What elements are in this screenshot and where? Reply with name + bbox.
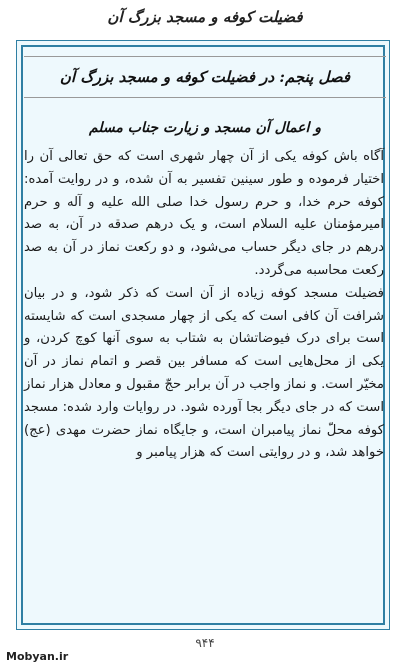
watermark: Mobyan.ir — [6, 650, 69, 663]
paragraph: آگاه باش کوفه یکی از آن چهار شهری است که حق تعالی آن را اختیار فرموده و طور سینین تفسیر به آن شده، و در روایت آمده: کوفه حرم خدا، و حرم رسول خدا صلی الله علیه و آله و حرم امیرمؤمنان علیه السلام است، و یک درهم صدقه در آن، به صد درهم در جای دیگر حساب می‌شود، و دو رکعت نماز در آن به صد رکعت محاسبه می‌گردد. — [24, 149, 384, 278]
body-text — [24, 146, 384, 465]
paragraph: فضیلت مسجد کوفه زیاده از آن است که ذکر شود، و در بیان شرافت آن کافی است که یکی از چهار مسجدی است که شایسته است برای درک فیوضاتشان به شتاب به سوی آنها کوچ کردن، و یکی از محل‌هایی است که مسافر بین قصر و اتمام نماز در آن مخیّر است. و نماز واجب در آن برابر حجّ مقبول و معادل هزار نماز است که در جای دیگر بجا آورده شود. در روایات وارد شده: مسجد کوفه محلّ نماز پیامبران است، و جایگاه نماز حضرت مهدی (عج) خواهد شد، و در روایتی است که هزار پیامبر و — [24, 285, 384, 461]
page-number: ۹۴۴ — [195, 636, 215, 650]
sub-heading: و اعمال آن مسجد و زیارت جناب مسلم — [88, 120, 322, 136]
running-title: فضیلت کوفه و مسجد بزرگ آن — [107, 8, 303, 26]
section-heading: فصل پنجم: در فضیلت کوفه و مسجد بزرگ آن — [24, 56, 386, 98]
